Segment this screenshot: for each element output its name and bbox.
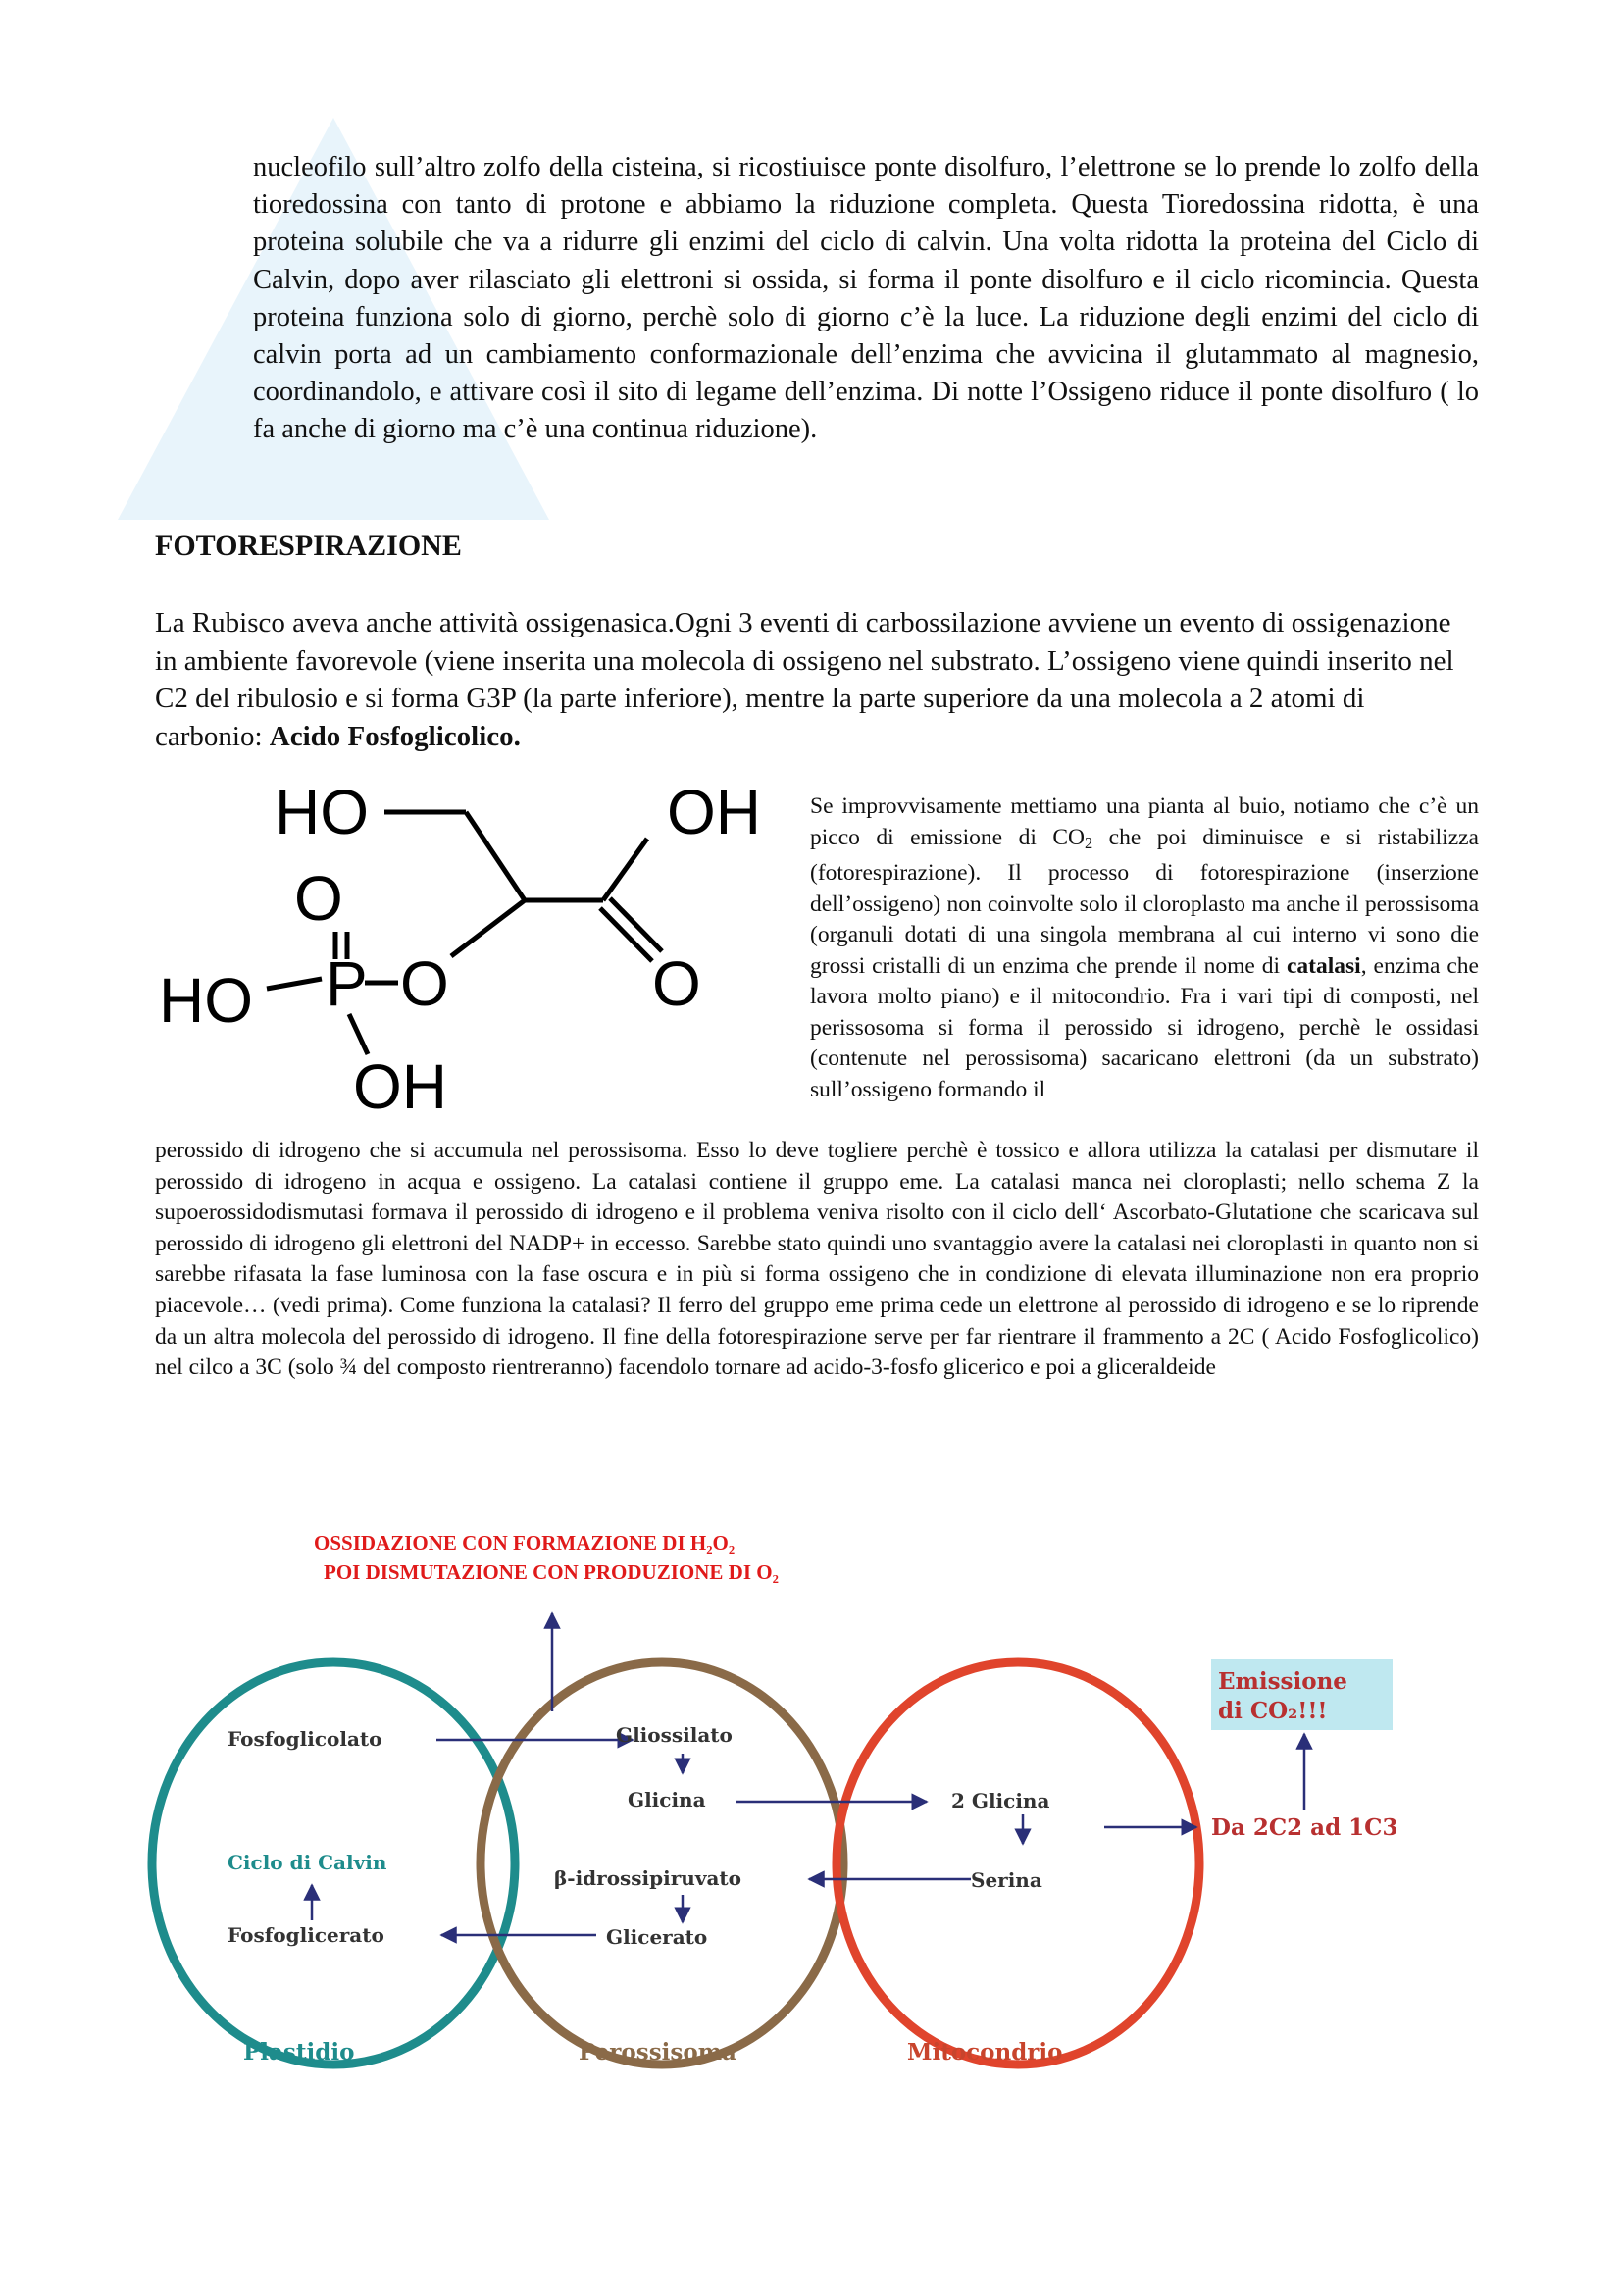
molecule-ho-left: HO bbox=[159, 965, 253, 1036]
section-heading: FOTORESPIRAZIONE bbox=[155, 530, 462, 562]
co2-subscript: 2 bbox=[1084, 833, 1093, 852]
emission-line2: di CO₂!!! bbox=[1218, 1698, 1328, 1724]
conversion-label: Da 2C2 ad 1C3 bbox=[1211, 1814, 1398, 1841]
paragraph-darkness-part3: , enzima che lavora molto piano) e il mitocondrio. Fra i vari tipi di composti, nel perissosoma si forma il perossido si idrogeno, perchè le ossidasi (contenute nel perossisoma) sacaricano elettroni (da un substrato) sull’ossigeno formando il bbox=[810, 952, 1479, 1102]
molecule-o-carbonyl: O bbox=[652, 948, 701, 1019]
emission-line1: Emissione bbox=[1218, 1668, 1347, 1695]
label-gliossilato: Gliossilato bbox=[616, 1723, 733, 1747]
label-ciclo-calvin: Ciclo di Calvin bbox=[228, 1851, 387, 1874]
paragraph-darkness bbox=[810, 791, 1479, 1105]
label-serina: Serina bbox=[971, 1868, 1042, 1892]
label-plastidio: Plastidio bbox=[243, 2039, 355, 2065]
label-glicerato: Glicerato bbox=[606, 1925, 708, 1949]
catalase-bold: catalasi bbox=[1287, 952, 1361, 979]
paragraph-thioredoxin: nucleofilo sull’altro zolfo della cisteina, si ricostiuisce ponte disolfuro, l’elettrone se lo prende lo zolfo della tioredossina con tanto di protone e abbiamo la riduzione completa. Questa Tioredossina ridotta, è una proteina solubile che va a ridurre gli enzimi del ciclo di calvin. Una volta ridotta la proteina del Ciclo di Calvin, dopo aver rilasciato gli elettroni si ossida, si forma il ponte disolfuro e il ciclo ricomincia. Questa proteina funziona solo di giorno, perchè solo di giorno c’è la luce. La riduzione degli enzimi del ciclo di calvin porta ad un cambiamento conformazionale dell’enzima che avvicina il glutammato al magnesio, coordinandolo, e attivare così il sito di legame dell’enzima. Di notte l’Ossigeno riduce il ponte disolfuro ( lo fa anche di giorno ma c’è una continua riduzione). bbox=[253, 152, 1479, 445]
label-glicina: Glicina bbox=[628, 1788, 706, 1811]
diagram-title-line1: OSSIDAZIONE CON FORMAZIONE DI H₂O₂ bbox=[314, 1531, 736, 1555]
molecule-o-ester: O bbox=[400, 948, 449, 1019]
molecule-p: P bbox=[326, 948, 368, 1019]
phosphoglycolic-acid-structure bbox=[157, 775, 785, 1138]
mitocondrio-circle bbox=[837, 1662, 1199, 2065]
label-idrossipiruvato: β-idrossipiruvato bbox=[554, 1866, 741, 1890]
label-perossisoma: Perossisoma bbox=[579, 2039, 736, 2065]
molecule-oh-top: OH bbox=[667, 777, 761, 847]
label-mitocondrio: Mitocondrio bbox=[907, 2039, 1063, 2065]
paragraph-rubisco bbox=[155, 604, 1479, 755]
diagram-title-line2: POI DISMUTAZIONE CON PRODUZIONE DI O₂ bbox=[324, 1560, 779, 1584]
paragraph-darkness-part1: Se improvvisamente mettiamo una pianta al buio, notiamo che c’è un picco di emissione di CO bbox=[810, 793, 1479, 850]
molecule-o-double: O bbox=[294, 863, 343, 934]
molecule-oh-bottom: OH bbox=[353, 1051, 447, 1122]
molecule-ho-top: HO bbox=[275, 777, 369, 847]
label-fosfoglicolato: Fosfoglicolato bbox=[228, 1727, 382, 1751]
paragraph-rubisco-text: La Rubisco aveva anche attività ossigenasica.Ogni 3 eventi di carbossilazione avviene un evento di ossigenazione in ambiente favorevole (viene inserita una molecola di ossigeno nel substrato. L’ossigeno viene quindi inserito nel C2 del ribulosio e si forma G3P (la parte inferiore), mentre la parte superiore da una molecola a 2 atomi di carbonio: bbox=[155, 607, 1454, 752]
photorespiration-diagram bbox=[147, 1530, 1481, 2099]
paragraph-rubisco-bold: Acido Fosfoglicolico. bbox=[269, 720, 521, 752]
paragraph-catalase: perossido di idrogeno che si accumula nel perossisoma. Esso lo deve togliere perchè è tossico e allora utilizza la catalasi per dismutare il perossido di idrogeno in acqua e ossigeno. La catalasi contiene il gruppo eme. La catalasi manca nei cloroplasti; nello schema Z la supoerossidodismutasi formava il perossido di idrogeno e il problema veniva risolto con il ciclo dell‘ Ascorbato-Glutatione che scaricava sul perossido di idrogeno gli elettroni del NADP+ in eccesso. Sarebbe stato quindi uno svantaggio avere la catalasi nei cloroplasti in quanto non si sarebbe rifasata la fase luminosa con la fase oscura e in più si forma ossigeno che in condizione di elevata illuminazione non era proprio piacevole… (vedi prima). Come funziona la catalasi? Il ferro del gruppo eme prima cede un elettrone al perossido di idrogeno e se lo riprende da un altra molecola del perossido di idrogeno. Il fine della fotorespirazione serve per far rientrare il frammento a 2C ( Acido Fosfoglicolico) nel cilco a 3C (solo ¾ del composto rientreranno) facendolo tornare ad acido-3-fosfo glicerico e poi a gliceraldeide bbox=[155, 1138, 1479, 1381]
label-fosfoglicerato: Fosfoglicerato bbox=[228, 1923, 384, 1947]
label-2-glicina: 2 Glicina bbox=[951, 1789, 1050, 1812]
paragraph-darkness-part2: che poi diminuisce e si ristabilizza (fotorespirazione). Il processo di fotorespirazione (inserzione dell’ossigeno) non coinvolte solo il cloroplasto ma anche il perossisoma (organuli dotati di una singola membrana al cui interno vi sono die grossi cristalli di un enzima che prende il nome di bbox=[810, 824, 1479, 979]
